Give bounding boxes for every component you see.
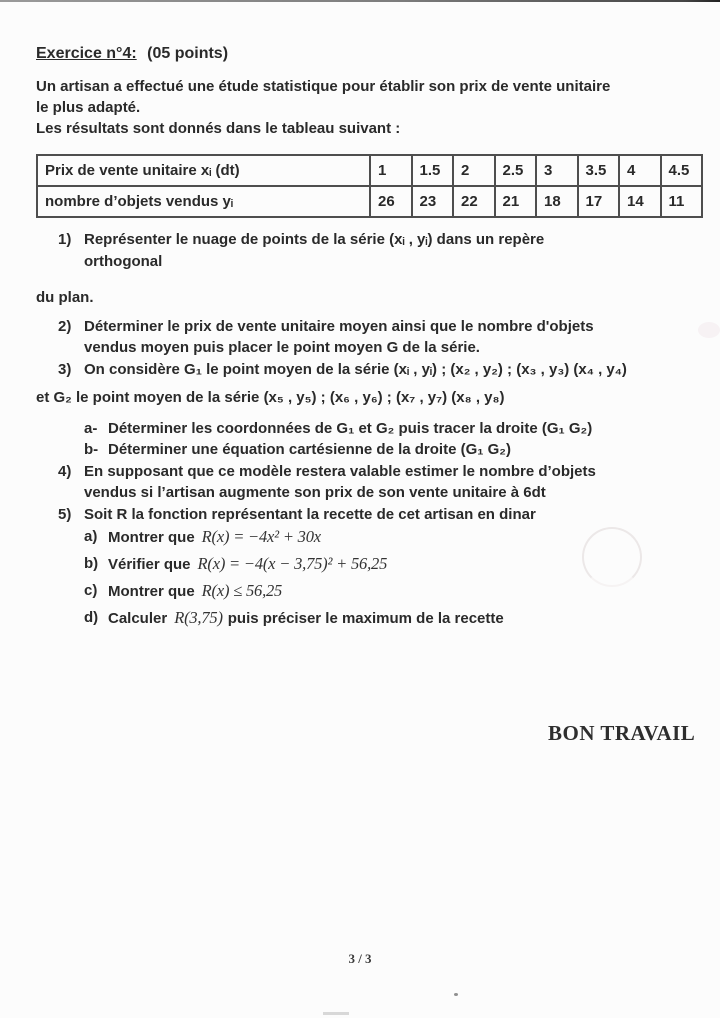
scan-edge-artifact	[0, 0, 720, 2]
table-cell: 11	[661, 186, 703, 217]
question-number: 4)	[58, 462, 72, 480]
question-text: puis préciser le maximum de la recette	[227, 610, 504, 627]
scan-smudge-artifact	[698, 322, 720, 338]
exercise-heading	[36, 44, 702, 64]
question-number: b)	[84, 555, 99, 572]
question-text-line: En supposant que ce modèle restera valable estimer le nombre d’objets	[84, 462, 596, 480]
math-expression: R(x) = −4x² + 30x	[201, 527, 321, 546]
math-expression: R(3,75)	[174, 608, 223, 627]
table-cell: 14	[619, 186, 661, 217]
table-cell: 18	[536, 186, 578, 217]
table-cell: 26	[370, 186, 412, 217]
question-text: Vérifier que	[108, 556, 191, 573]
question-5d	[84, 606, 702, 631]
table-cell: 2	[453, 155, 495, 186]
question-3	[58, 359, 702, 381]
question-text-line: Représenter le nuage de points de la série (xᵢ , yᵢ) dans un repère	[84, 231, 545, 248]
question-text-line: orthogonal	[84, 252, 163, 270]
table-cell: 1.5	[412, 155, 454, 186]
question-number: 5)	[58, 505, 72, 523]
question-3a	[84, 418, 702, 440]
table-cell: 17	[578, 186, 620, 217]
question-text-line: Déterminer une équation cartésienne de la droite (G₁ G₂)	[108, 441, 511, 458]
table-row-prices	[37, 155, 702, 186]
intro-line: le plus adapté.	[36, 99, 141, 116]
table-cell: 22	[453, 186, 495, 217]
question-number: 2)	[58, 317, 72, 335]
table-cell: 2.5	[495, 155, 537, 186]
intro-line: Les résultats sont donnés dans le tableau suivant :	[36, 120, 401, 137]
question-text-line: Déterminer le prix de vente unitaire moyen ainsi que le nombre d'objets	[84, 317, 594, 335]
question-1	[58, 229, 702, 272]
row-label-quantities: nombre d’objets vendus yᵢ	[37, 186, 370, 217]
question-text-line: Soit R la fonction représentant la recette de cet artisan en dinar	[84, 505, 536, 523]
math-expression: R(x) = −4(x − 3,75)² + 56,25	[197, 554, 388, 573]
question-number: 1)	[58, 231, 72, 248]
intro-paragraph	[36, 76, 702, 139]
question-3b	[84, 439, 702, 461]
table-cell: 4.5	[661, 155, 703, 186]
scan-circle-artifact	[582, 527, 642, 587]
exercise-title: Exercice n°4:	[36, 45, 137, 62]
question-text: Montrer que	[108, 583, 195, 600]
question-text-line: Déterminer les coordonnées de G₁ et G₂ puis tracer la droite (G₁ G₂)	[108, 419, 593, 437]
table-row-quantities	[37, 186, 702, 217]
math-expression: R(x) ≤ 56,25	[201, 581, 283, 600]
question-4	[58, 461, 702, 504]
question-text-line: On considère G₁ le point moyen de la série (xᵢ , yᵢ) ; (x₂ , y₂) ; (x₃ , y₃) (x₄ , y₄)	[84, 360, 627, 378]
question-number: a-	[84, 419, 98, 437]
question-number: 3)	[58, 360, 72, 378]
question-1-continuation: du plan.	[36, 289, 94, 306]
scan-speck-artifact	[323, 1012, 349, 1015]
table-cell: 1	[370, 155, 412, 186]
intro-line: Un artisan a effectué une étude statistique pour établir son prix de vente unitaire	[36, 78, 611, 95]
question-text-line: vendus si l’artisan augmente son prix de son vente unitaire à 6dt	[84, 484, 546, 501]
row-label-prices: Prix de vente unitaire xᵢ (dt)	[37, 155, 370, 186]
table-cell: 3	[536, 155, 578, 186]
question-number: b-	[84, 441, 99, 458]
question-text: Montrer que	[108, 529, 195, 546]
question-text: Calculer	[108, 610, 168, 627]
question-3-continuation: et G₂ le point moyen de la série (x₅ , y₅) ; (x₆ , y₆) ; (x₇ , y₇) (x₈ , y₈)	[36, 389, 505, 406]
exercise-points: (05 points)	[147, 45, 229, 62]
closing-message: BON TRAVAIL	[548, 720, 696, 746]
question-number: a)	[84, 528, 98, 545]
table-cell: 4	[619, 155, 661, 186]
table-cell: 21	[495, 186, 537, 217]
data-table	[36, 154, 703, 218]
question-number: d)	[84, 609, 99, 626]
page-number: 3 / 3	[348, 951, 372, 966]
table-cell: 3.5	[578, 155, 620, 186]
question-2	[58, 316, 702, 359]
table-cell: 23	[412, 186, 454, 217]
question-number: c)	[84, 582, 98, 599]
scan-speck-artifact	[454, 993, 458, 996]
question-5	[58, 504, 702, 526]
question-text-line: vendus moyen puis placer le point moyen G de la série.	[84, 339, 480, 356]
